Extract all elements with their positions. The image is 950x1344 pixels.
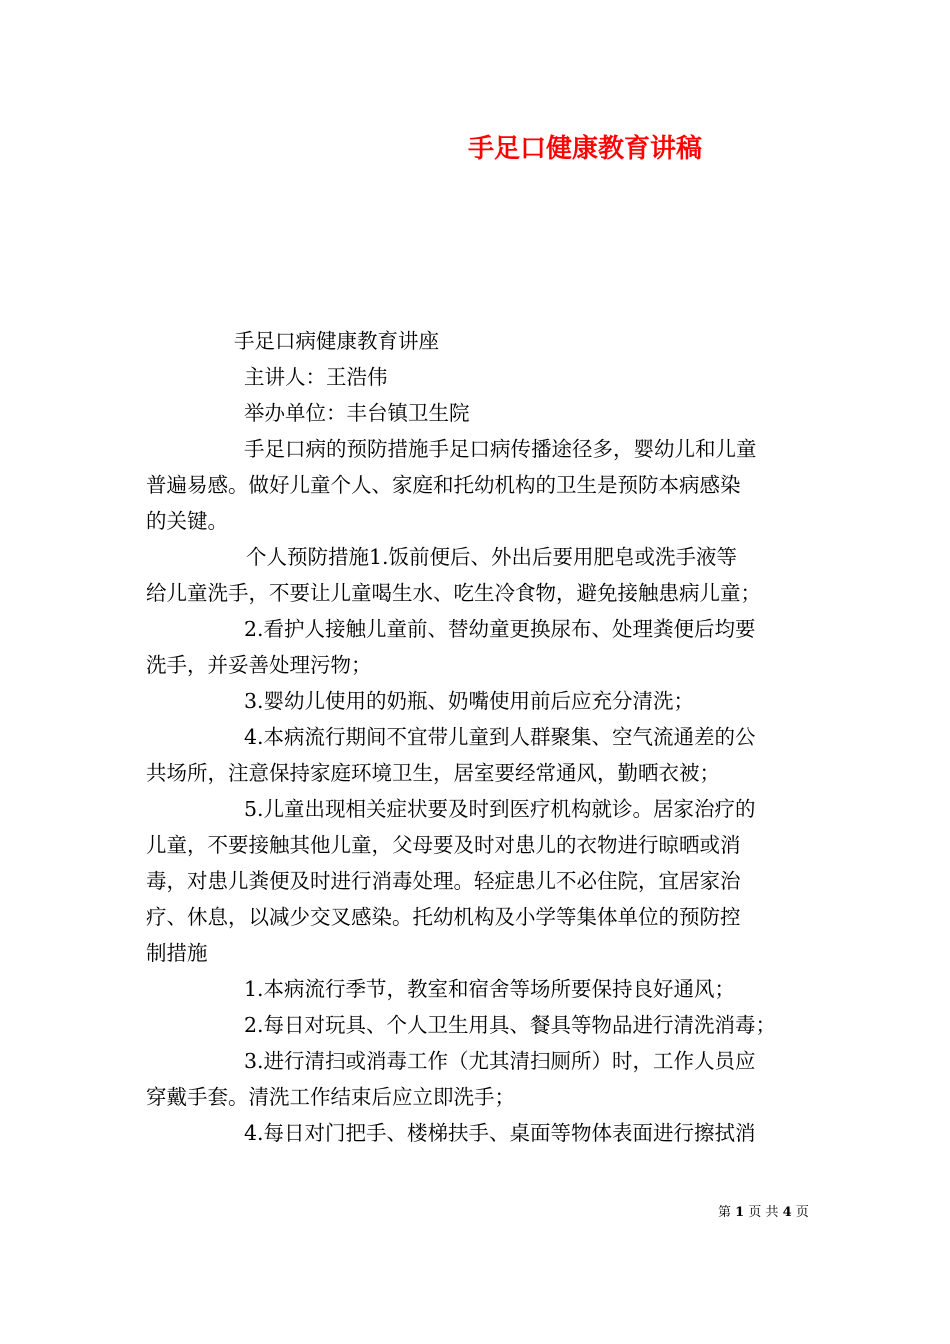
page-footer bbox=[718, 1205, 809, 1221]
footer-total-pages: 4 bbox=[782, 1205, 792, 1220]
text-line: 疗、休息，以减少交叉感染。托幼机构及小学等集体单位的预防控 bbox=[146, 905, 741, 929]
text-line: 4.每日对门把手、楼梯扶手、桌面等物体表面进行擦拭消 bbox=[244, 1121, 756, 1145]
text-line: 个人预防措施1.饭前便后、外出后要用肥皂或洗手液等 bbox=[246, 545, 738, 569]
text-line: 2.每日对玩具、个人卫生用具、餐具等物品进行清洗消毒； bbox=[244, 1013, 777, 1037]
text-line: 穿戴手套。清洗工作结束后应立即洗手； bbox=[146, 1085, 515, 1109]
text-line: 儿童，不要接触其他儿童，父母要及时对患儿的衣物进行晾晒或消 bbox=[146, 833, 741, 857]
text-line: 3.婴幼儿使用的奶瓶、奶嘴使用前后应充分清洗； bbox=[244, 689, 695, 713]
footer-middle: 页 共 bbox=[748, 1205, 779, 1220]
footer-suffix: 页 bbox=[795, 1205, 809, 1220]
text-line: 给儿童洗手，不要让儿童喝生水、吃生冷食物，避免接触患病儿童； bbox=[146, 581, 761, 605]
text-line: 的关键。 bbox=[146, 509, 228, 533]
document-title: 手足口健康教育讲稿 bbox=[467, 134, 702, 164]
footer-current-page: 1 bbox=[735, 1205, 745, 1220]
text-line: 5.儿童出现相关症状要及时到医疗机构就诊。居家治疗的 bbox=[244, 797, 756, 821]
text-line: 主讲人：王浩伟 bbox=[244, 365, 388, 389]
document-body bbox=[146, 323, 808, 1151]
text-line: 手足口病的预防措施手足口病传播途径多，婴幼儿和儿童 bbox=[244, 437, 757, 461]
text-line: 毒，对患儿粪便及时进行消毒处理。轻症患儿不必住院，宜居家治 bbox=[146, 869, 741, 893]
text-line: 共场所，注意保持家庭环境卫生，居室要经常通风，勤晒衣被； bbox=[146, 761, 720, 785]
text-line: 洗手，并妥善处理污物； bbox=[146, 653, 372, 677]
text-line: 4.本病流行期间不宜带儿童到人群聚集、空气流通差的公 bbox=[244, 725, 756, 749]
text-line: 2.看护人接触儿童前、替幼童更换尿布、处理粪便后均要 bbox=[244, 617, 756, 641]
text-line: 1.本病流行季节，教室和宿舍等场所要保持良好通风； bbox=[244, 977, 736, 1001]
text-line: 3.进行清扫或消毒工作（尤其清扫厕所）时，工作人员应 bbox=[244, 1049, 756, 1073]
text-line: 手足口病健康教育讲座 bbox=[234, 329, 439, 353]
text-line: 举办单位：丰台镇卫生院 bbox=[244, 401, 470, 425]
text-line: 普遍易感。做好儿童个人、家庭和托幼机构的卫生是预防本病感染 bbox=[146, 473, 741, 497]
text-line: 制措施 bbox=[146, 941, 208, 965]
footer-prefix: 第 bbox=[718, 1205, 732, 1220]
